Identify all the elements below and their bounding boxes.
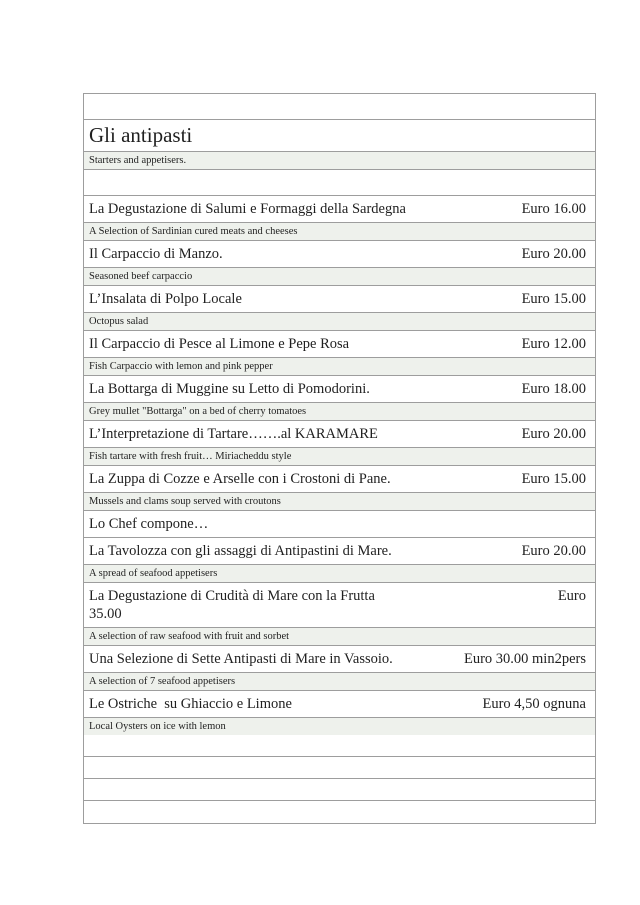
item-description: Grey mullet "Bottarga" on a bed of cherry tomatoes [89,405,307,417]
menu-item-row [84,466,595,493]
item-description: Octopus salad [89,315,149,327]
section-title: Gli antipasti [84,120,595,152]
menu-item-row [84,583,595,628]
menu-item-row [84,286,595,313]
menu-table [83,93,596,824]
empty-gap-row [84,170,595,196]
item-description-row [84,493,595,511]
item-price: Euro 16.00 [521,201,586,217]
item-price: Euro [557,588,586,604]
item-price: Euro 12.00 [521,336,586,352]
empty-row-bottom [84,801,595,823]
menu-item-row [84,511,595,538]
item-price: Euro 4,50 ognuna [482,696,586,712]
item-price: Euro 20.00 [521,426,586,442]
item-description-row [84,403,595,421]
item-price: Euro 30.00 min2pers [463,651,586,667]
section-subtitle: Starters and appetisers. [84,152,595,170]
item-price: Euro 20.00 [521,246,586,262]
item-name: Lo Chef compone… [89,516,209,532]
item-price: Euro 15.00 [521,291,586,307]
item-name: Il Carpaccio di Manzo. [89,246,223,262]
item-description: Fish Carpaccio with lemon and pink pepper [89,360,273,372]
item-description-row [84,268,595,286]
item-description-row [84,223,595,241]
item-description: Local Oysters on ice with lemon [89,720,226,732]
menu-items [84,196,595,735]
menu-item-row [84,691,595,718]
menu-item-row [84,196,595,223]
empty-row-top [84,94,595,120]
item-name: Il Carpaccio di Pesce al Limone e Pepe Rosa [89,336,350,352]
item-description-row [84,628,595,646]
item-name: L’Insalata di Polpo Locale [89,291,242,307]
item-price: Euro 20.00 [521,543,586,559]
item-description: A selection of raw seafood with fruit and sorbet [89,630,290,642]
item-line-1 [89,587,586,605]
item-line-2 [89,605,586,623]
item-name: La Degustazione di Crudità di Mare con la Frutta [89,588,375,604]
item-price: Euro 15.00 [521,471,586,487]
item-description-row [84,673,595,691]
item-description-row [84,448,595,466]
item-name: Una Selezione di Sette Antipasti di Mare in Vassoio. [89,651,393,667]
menu-item-row [84,241,595,268]
item-description-row [84,313,595,331]
item-name: La Degustazione di Salumi e Formaggi della Sardegna [89,201,406,217]
item-description: A Selection of Sardinian cured meats and cheeses [89,225,298,237]
menu-item-row [84,376,595,403]
item-name: La Bottarga di Muggine su Letto di Pomodorini. [89,381,370,397]
item-description: A spread of seafood appetisers [89,567,218,579]
item-description: Seasoned beef carpaccio [89,270,193,282]
item-description: Fish tartare with fresh fruit… Miriacheddu style [89,450,292,462]
menu-item-row [84,421,595,448]
item-description: Mussels and clams soup served with croutons [89,495,281,507]
menu-item-row [84,538,595,565]
item-price: Euro 18.00 [521,381,586,397]
item-description-row [84,358,595,376]
item-name: La Zuppa di Cozze e Arselle con i Crostoni di Pane. [89,471,391,487]
empty-row-bottom [84,735,595,757]
menu-item-row [84,331,595,358]
item-description: A selection of 7 seafood appetisers [89,675,236,687]
item-name: Le Ostriche su Ghiaccio e Limone [89,696,292,712]
item-description-row [84,565,595,583]
item-price-wrapped: 35.00 [89,606,122,622]
menu-item-row [84,646,595,673]
empty-row-bottom [84,757,595,779]
item-name: L’Interpretazione di Tartare…….al KARAMARE [89,426,378,442]
item-name: La Tavolozza con gli assaggi di Antipastini di Mare. [89,543,392,559]
empty-row-bottom [84,779,595,801]
item-description-row [84,718,595,735]
